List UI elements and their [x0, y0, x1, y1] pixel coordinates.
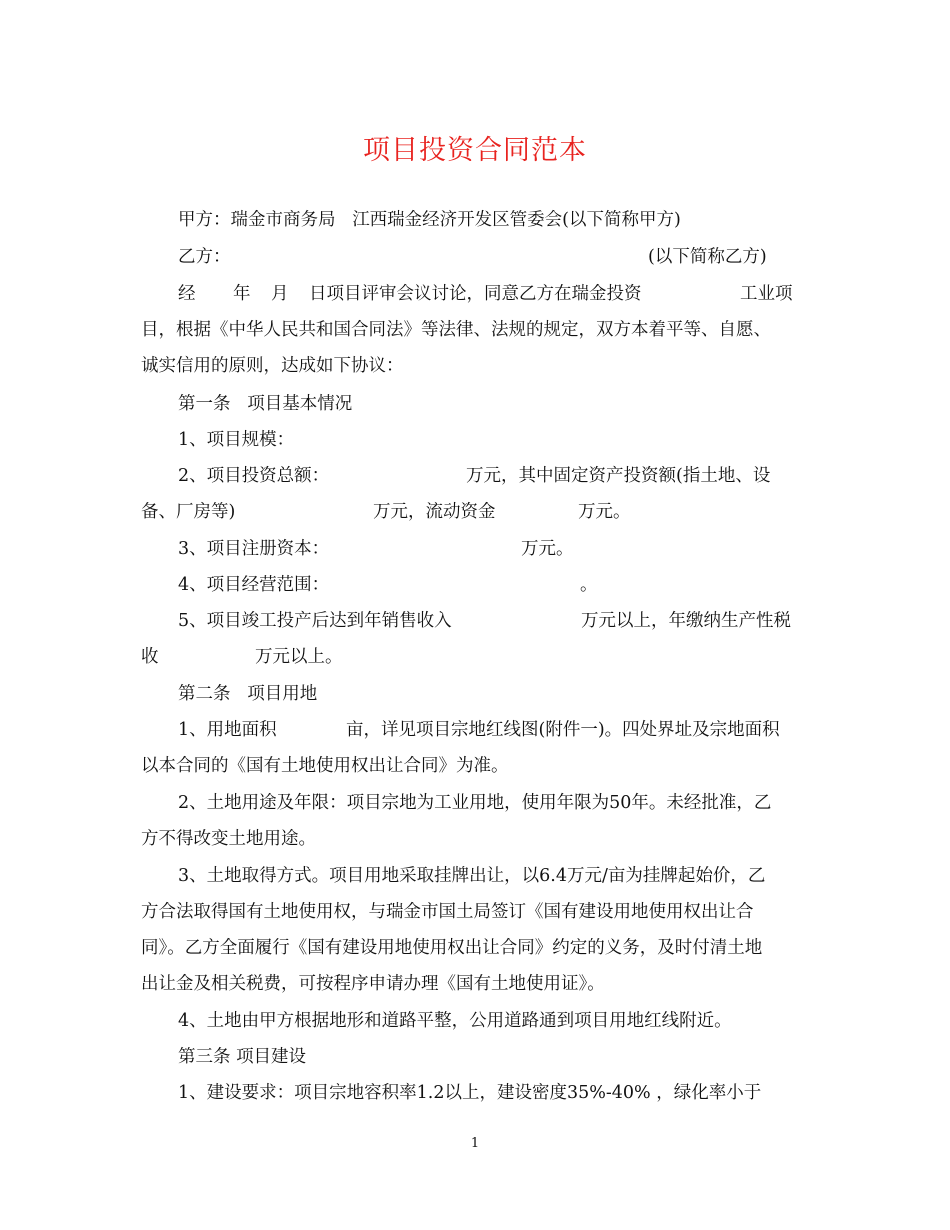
- article1-item5-a: 5、项目竣工投产后达到年销售收入: [178, 611, 452, 631]
- article1-item5-c: 收: [141, 647, 159, 667]
- article2-item4: 4、土地由甲方根据地形和道路平整，公用道路通到项目用地红线附近。: [178, 1011, 732, 1031]
- article1-item4-a: 4、项目经营范围：: [178, 575, 330, 595]
- article1-heading: 第一条 项目基本情况: [178, 394, 353, 414]
- article1-item3-b: 万元。: [521, 539, 574, 559]
- article1-item4-b: 。: [580, 575, 598, 595]
- article1-item5-b: 万元以上，年缴纳生产性税: [581, 611, 791, 631]
- intro-line2: 目，根据《中华人民共和国合同法》等法律、法规的规定，双方本着平等、自愿、: [141, 320, 771, 340]
- intro-line3: 诚实信用的原则，达成如下协议：: [141, 356, 404, 376]
- article1-item2-a: 2、项目投资总额：: [178, 466, 330, 486]
- article1-item2-c: 备、厂房等): [141, 502, 236, 522]
- article1-item3-a: 3、项目注册资本：: [178, 539, 330, 559]
- article2-item2-a: 2、土地用途及年限：项目宗地为工业用地，使用年限为50年。未经批准，乙: [178, 793, 772, 813]
- intro-word-jing: 经: [178, 284, 196, 304]
- intro-line1-end: 工业项: [740, 284, 793, 304]
- intro-line1-text: 日项目评审会议讨论，同意乙方在瑞金投资: [309, 284, 642, 304]
- article3-item1: 1、建设要求：项目宗地容积率1.2以上，建设密度35%-40% ，绿化率小于: [178, 1083, 762, 1103]
- article2-heading: 第二条 项目用地: [178, 684, 318, 704]
- article1-item2-b: 万元，其中固定资产投资额(指土地、设: [466, 466, 771, 486]
- article2-item3-c: 同》。乙方全面履行《国有建设用地使用权出让合同》约定的义务，及时付清土地: [141, 938, 763, 958]
- article1-item5-d: 万元以上。: [255, 647, 343, 667]
- intro-word-year: 年: [233, 284, 251, 304]
- article2-item1-b: 亩，详见项目宗地红线图(附件一)。四处界址及宗地面积: [346, 720, 780, 740]
- article3-heading: 第三条 项目建设: [178, 1047, 307, 1067]
- article1-item1: 1、项目规模：: [178, 430, 295, 450]
- page-number: 1: [470, 1136, 480, 1151]
- party-b-note: (以下简称乙方): [648, 247, 767, 267]
- document-title: 项目投资合同范本: [363, 135, 587, 166]
- article2-item3-b: 方合法取得国有土地使用权，与瑞金市国土局签订《国有建设用地使用权出让合: [141, 902, 754, 922]
- party-a-line: 甲方：瑞金市商务局 江西瑞金经济开发区管委会(以下简称甲方): [178, 210, 681, 230]
- intro-word-month: 月: [271, 284, 289, 304]
- article1-item2-e: 万元。: [578, 502, 631, 522]
- article1-item2-d: 万元，流动资金: [373, 502, 496, 522]
- article2-item2-b: 方不得改变土地用途。: [141, 829, 316, 849]
- party-b-label: 乙方：: [178, 247, 231, 267]
- article2-item1-c: 以本合同的《国有土地使用权出让合同》为准。: [141, 756, 509, 776]
- article2-item3-d: 出让金及相关税费，可按程序申请办理《国有土地使用证》。: [141, 974, 605, 994]
- article2-item3-a: 3、土地取得方式。项目用地采取挂牌出让，以6.4万元/亩为挂牌起始价，乙: [178, 866, 766, 886]
- article2-item1-a: 1、用地面积: [178, 720, 277, 740]
